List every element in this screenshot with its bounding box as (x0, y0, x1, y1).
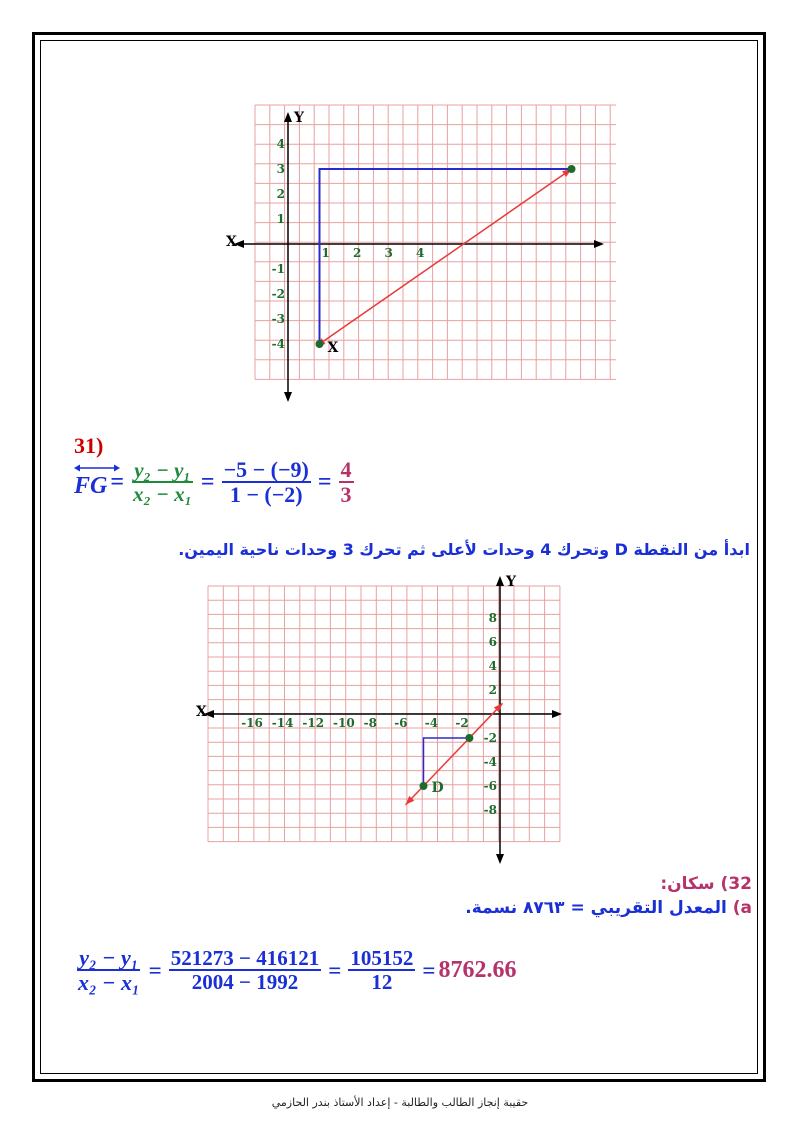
graph-1-y-label: Y (294, 110, 304, 126)
y-tick-label: -1 (271, 262, 285, 276)
y-tick-label: -4 (483, 755, 497, 769)
line-fg-symbol (74, 465, 107, 500)
x-tick-label: -4 (424, 716, 439, 730)
x-tick-label: -8 (363, 716, 377, 730)
y-tick-label: 4 (276, 137, 285, 151)
y-tick-label: 2 (488, 683, 497, 697)
population-numerator: 521273 − 416121 (170, 946, 320, 971)
difference-fraction (348, 947, 415, 994)
y-tick-label: -8 (483, 803, 497, 817)
problem-32-equation (72, 946, 516, 995)
x-tick-label: 2 (353, 246, 362, 260)
x-tick-label: -6 (394, 716, 408, 730)
part-a-text: المعدل التقريبي = ٨٧٦٣ نسمة. (465, 898, 727, 918)
substituted-numerator: −5 − (−9) (223, 457, 309, 482)
y-tick-label: -6 (483, 779, 497, 793)
x-tick-label: -10 (333, 716, 355, 730)
x-tick-label: -12 (302, 716, 325, 730)
graph-1-grid (255, 105, 616, 379)
substituted-denominator: 1 − (−2) (229, 482, 303, 508)
problem-31-equation (74, 458, 358, 507)
x-tick-label: 3 (384, 246, 393, 260)
x-tick-label: -14 (271, 716, 294, 730)
graph-1-x-label: X (226, 234, 237, 250)
graph-1-y-arrow-bottom (284, 392, 292, 402)
graph-2-x-label: X (196, 704, 207, 720)
problem-32-part-a (200, 898, 752, 918)
graph-1-point-label: X (327, 340, 339, 356)
population-fraction (169, 947, 321, 994)
graph-2-y-arrow-bottom (496, 854, 504, 864)
part-a-label: a) (732, 898, 752, 918)
difference-numerator: 105152 (350, 946, 414, 971)
slope-formula-fraction (131, 459, 194, 506)
graph-2-point-label: D (431, 780, 444, 796)
graph-1-point-1 (316, 340, 324, 348)
graph-2-point-d (420, 782, 428, 790)
slope-formula-numerator: y₂ − y₁ (134, 458, 191, 483)
equals-1: = (110, 469, 125, 496)
x-tick-label: -2 (455, 716, 469, 730)
equals-2: = (200, 469, 215, 496)
x-tick-label: 1 (321, 246, 330, 260)
graph-1-x-arrow-right (594, 240, 604, 248)
graph-1 (226, 100, 616, 410)
rate-formula-fraction (76, 946, 142, 995)
problem-31-number: 31) (74, 433, 104, 458)
y-tick-label: 3 (276, 162, 285, 176)
line-overarrow-icon (74, 463, 120, 473)
graph-1-point-2 (568, 165, 576, 173)
population-denominator: 2004 − 1992 (191, 970, 299, 995)
equals-c: = (422, 957, 436, 983)
graph-2-y-label: Y (506, 574, 516, 590)
difference-denominator: 12 (371, 970, 393, 995)
result-denominator: 3 (340, 482, 352, 508)
graph-2-y-arrow-top (496, 576, 504, 586)
problem-32-heading: 32) سكان: (660, 874, 752, 894)
y-tick-label: -2 (271, 287, 285, 301)
y-tick-label: 2 (276, 187, 285, 201)
graph-1-y-arrow-top (284, 112, 292, 122)
footer-credit: حقيبة إنجاز الطالب والطالبة - إعداد الأستاذ بندر الحازمي (271, 1096, 529, 1109)
y-tick-label: -2 (483, 731, 497, 745)
result-fraction (339, 458, 354, 507)
substituted-fraction (222, 458, 311, 507)
y-tick-label: 1 (276, 212, 285, 226)
rate-result: 8762.66 (438, 957, 517, 984)
graph-2-point-2 (465, 734, 473, 742)
y-tick-label: 8 (488, 611, 497, 625)
result-numerator: 4 (340, 457, 352, 482)
graph-2 (188, 568, 568, 868)
rate-formula-denominator: x₂ − x₁ (78, 970, 140, 996)
line-fg-label: FG (74, 473, 108, 500)
rate-formula-numerator: y₂ − y₁ (79, 945, 139, 970)
graph-2-x-arrow-right (552, 710, 562, 718)
equals-a: = (148, 957, 162, 983)
equals-b: = (328, 957, 342, 983)
slope-formula-denominator: x₂ − x₁ (133, 482, 192, 507)
x-tick-label: 4 (416, 246, 425, 260)
y-tick-label: -3 (271, 312, 285, 326)
y-tick-label: -4 (271, 337, 285, 351)
equals-3: = (317, 469, 332, 496)
y-tick-label: 6 (488, 635, 497, 649)
problem-31-instruction: ابدأ من النقطة D وتحرك 4 وحدات لأعلى ثم تحرك 3 وحدات ناحية اليمين. (178, 540, 750, 559)
y-tick-label: 4 (488, 659, 497, 673)
x-tick-label: -16 (241, 716, 263, 730)
